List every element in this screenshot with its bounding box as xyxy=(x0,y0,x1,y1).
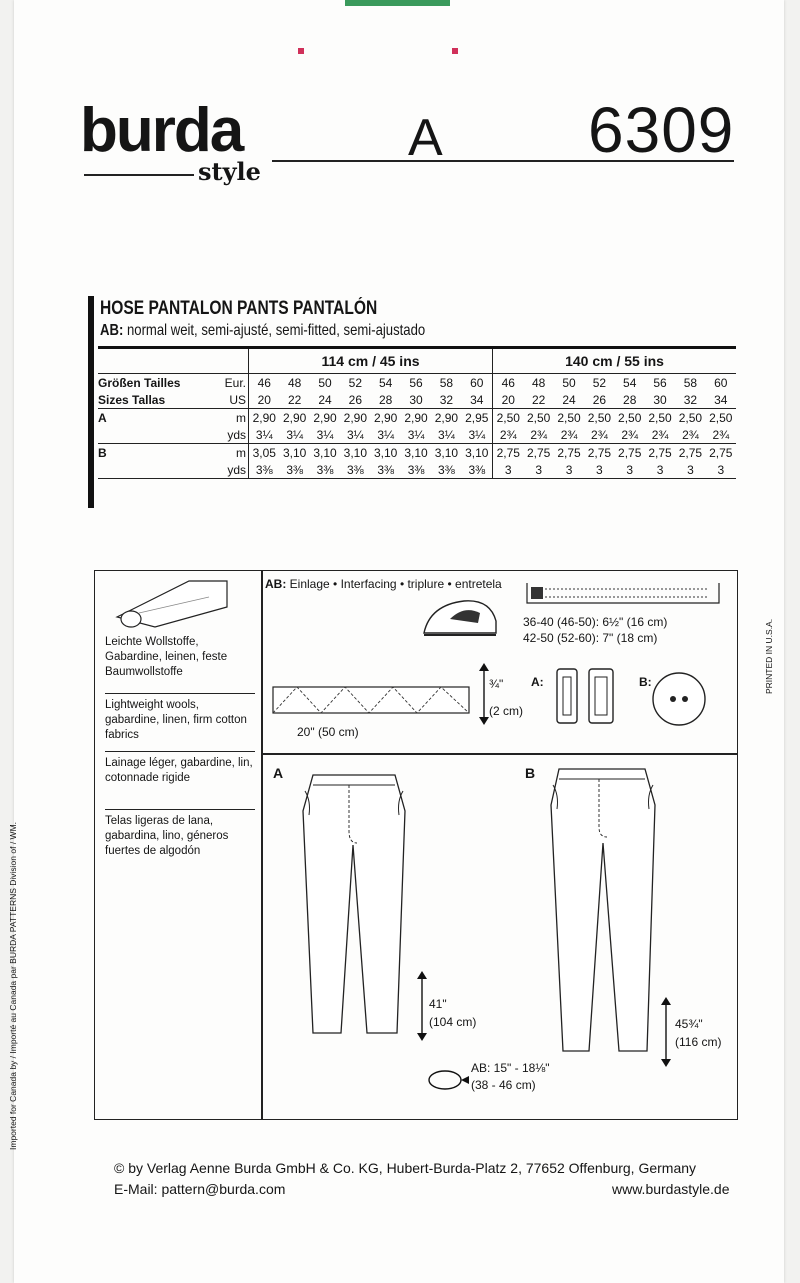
view-b-drawing-label: B xyxy=(525,765,536,781)
interfacing-text-1: AB: Einlage • Interfacing • triplure • entretela xyxy=(265,577,502,591)
pants-view-a-drawing xyxy=(299,771,409,1037)
brand-logo-sub: style xyxy=(198,157,261,186)
yardage-cell: 2¾ xyxy=(530,427,548,442)
top-green-strip xyxy=(345,0,450,6)
yardage-cell: 3¼ xyxy=(255,427,273,442)
eur-label: Eur. xyxy=(218,374,249,392)
yardage-cell: 3¼ xyxy=(438,427,455,442)
yardage-cell: 3,10 xyxy=(371,444,401,462)
hook-and-bar-icon xyxy=(555,667,619,727)
us-size-cell: 26 xyxy=(348,392,363,407)
eur-size-cell: 52 xyxy=(584,374,614,392)
yardage-cell: 3⅜ xyxy=(431,461,461,479)
view-b-label: B xyxy=(98,444,218,462)
yardage-cell: 3¼ xyxy=(347,427,364,442)
yardage-cell: 3,10 xyxy=(431,444,461,462)
us-size-cell: 30 xyxy=(409,392,423,407)
us-size-cell: 28 xyxy=(623,392,637,407)
eur-size-cell: 60 xyxy=(462,374,493,392)
hem-width-cm: (38 - 46 cm) xyxy=(471,1078,536,1092)
zipper-length-2: 42-50 (52-60): 7" (18 cm) xyxy=(523,631,658,645)
yardage-cell: 3 xyxy=(524,461,554,479)
yardage-cell: 2,50 xyxy=(706,409,736,427)
yardage-cell: 2,75 xyxy=(615,444,645,462)
button-icon xyxy=(651,671,707,727)
yardage-cell: 2¾ xyxy=(493,426,524,444)
interfacing-width-in: ¾" xyxy=(489,677,504,691)
yardage-cell: 2¾ xyxy=(712,427,730,442)
yardage-cell: 2,50 xyxy=(493,409,524,427)
yardage-cell: 3,10 xyxy=(340,444,370,462)
yardage-cell: 3¼ xyxy=(468,427,486,442)
yardage-cell: 3 xyxy=(675,461,705,479)
yardage-cell: 2,50 xyxy=(524,409,554,427)
yardage-cell: 3¼ xyxy=(316,427,334,442)
size-label-de-fr: Größen Tailles xyxy=(98,374,218,392)
box-divider xyxy=(261,753,737,755)
yardage-cell: 2¾ xyxy=(591,427,608,442)
us-size-cell: 26 xyxy=(592,392,607,407)
yardage-cell: 3,10 xyxy=(401,444,431,462)
printed-in-note: PRINTED IN U.S.A. xyxy=(764,618,774,694)
email-line: E-Mail: pattern@burda.com xyxy=(114,1181,286,1197)
pattern-title: HOSE PANTALON PANTS PANTALÓN xyxy=(100,298,378,319)
eur-size-cell: 46 xyxy=(249,374,280,392)
length-a-cm: (104 cm) xyxy=(429,1015,477,1029)
yardage-cell: 2¾ xyxy=(621,427,639,442)
yardage-cell: 2,90 xyxy=(431,409,461,427)
yardage-cell: 3 xyxy=(554,461,584,479)
eur-size-cell: 56 xyxy=(401,374,431,392)
eur-size-cell: 58 xyxy=(675,374,705,392)
length-b-cm: (116 cm) xyxy=(675,1035,722,1049)
eur-size-cell: 58 xyxy=(431,374,461,392)
us-size-cell: 32 xyxy=(439,392,454,407)
eur-size-cell: 54 xyxy=(615,374,645,392)
pattern-number: 6309 xyxy=(588,94,735,166)
width-arrow-icon xyxy=(479,663,489,725)
hem-width-in: AB: 15" - 18⅛" xyxy=(471,1061,550,1075)
yardage-cell: 2¾ xyxy=(560,427,578,442)
yardage-cell: 3⅜ xyxy=(462,461,493,479)
unit-yds: yds xyxy=(218,426,249,444)
us-size-cell: 22 xyxy=(287,392,302,407)
us-label: US xyxy=(218,391,249,409)
eur-size-cell: 46 xyxy=(493,374,524,392)
yardage-cell: 2,90 xyxy=(371,409,401,427)
yardage-cell: 3⅜ xyxy=(401,461,431,479)
interfacing-length: 20" (50 cm) xyxy=(297,725,359,739)
zipper-length-1: 36-40 (46-50): 6½" (16 cm) xyxy=(523,615,668,629)
brand-logo: burda xyxy=(80,96,243,165)
header-rule xyxy=(84,174,194,176)
yardage-cell: 3,10 xyxy=(462,444,493,462)
yardage-cell: 3⅜ xyxy=(249,461,280,479)
yardage-cell: 2,75 xyxy=(554,444,584,462)
yardage-cell: 2,75 xyxy=(493,444,524,462)
size-label-en-es: Sizes Tallas xyxy=(98,392,166,407)
yardage-cell: 3 xyxy=(645,461,675,479)
yardage-cell: 3,10 xyxy=(310,444,340,462)
interfacing-width-cm: (2 cm) xyxy=(489,704,523,718)
yardage-cell: 2¾ xyxy=(651,427,669,442)
yardage-cell: 2,75 xyxy=(706,444,736,462)
view-a-drawing-label: A xyxy=(273,765,284,781)
import-note: Imported for Canada by / Importé au Canada par BURDA PATTERNS Division of / WM. xyxy=(8,821,18,1150)
fabric-text-de: Leichte Wollstoffe, Gabardine, leinen, feste Baumwollstoffe xyxy=(105,636,228,678)
fit-description: AB: normal weit, semi-ajusté, semi-fitted, semi-ajustado xyxy=(100,322,426,339)
title-accent-bar xyxy=(88,296,94,508)
view-letter: A xyxy=(408,109,443,167)
length-a-in: 41" xyxy=(429,997,447,1011)
yardage-table xyxy=(98,346,736,479)
fabric-width-140: 140 cm / 55 ins xyxy=(493,348,736,374)
zipper-icon xyxy=(523,575,723,611)
us-size-cell: 32 xyxy=(683,392,698,407)
yardage-cell: 2,90 xyxy=(279,409,309,427)
yardage-cell: 2,90 xyxy=(310,409,340,427)
yardage-cell: 3⅜ xyxy=(340,461,370,479)
us-size-cell: 28 xyxy=(379,392,393,407)
yardage-cell: 2,75 xyxy=(584,444,614,462)
length-b-in: 45¾" xyxy=(675,1017,703,1031)
yardage-cell: 2,50 xyxy=(645,409,675,427)
iron-icon xyxy=(420,593,500,643)
yardage-cell: 2,50 xyxy=(615,409,645,427)
fabric-width-114: 114 cm / 45 ins xyxy=(249,348,493,374)
eur-size-cell: 60 xyxy=(706,374,736,392)
yardage-cell: 2,50 xyxy=(675,409,705,427)
yardage-cell: 2,90 xyxy=(249,409,280,427)
yardage-cell: 3 xyxy=(493,461,524,479)
eur-size-cell: 54 xyxy=(371,374,401,392)
yardage-cell: 3¼ xyxy=(286,427,303,442)
eur-size-cell: 48 xyxy=(524,374,554,392)
view-a-label: A xyxy=(98,409,218,427)
length-arrow-a-icon xyxy=(417,971,427,1041)
us-size-cell: 20 xyxy=(493,391,524,409)
yardage-cell: 2,95 xyxy=(462,409,493,427)
eur-size-cell: 50 xyxy=(554,374,584,392)
yardage-cell: 2,90 xyxy=(401,409,431,427)
us-size-cell: 34 xyxy=(714,392,728,407)
fabric-text-es: Telas ligeras de lana, gabardina, lino, géneros fuertes de algodón xyxy=(105,809,255,859)
yardage-cell: 3 xyxy=(615,461,645,479)
yardage-cell: 3⅜ xyxy=(310,461,340,479)
eur-size-cell: 50 xyxy=(310,374,340,392)
yardage-cell: 2,75 xyxy=(524,444,554,462)
unit-m: m xyxy=(218,409,249,427)
unit-m: m xyxy=(218,444,249,462)
length-arrow-b-icon xyxy=(661,997,671,1067)
us-size-cell: 24 xyxy=(318,392,332,407)
eur-size-cell: 48 xyxy=(279,374,309,392)
yardage-cell: 2,50 xyxy=(584,409,614,427)
yardage-cell: 2¾ xyxy=(682,427,699,442)
yardage-cell: 3⅜ xyxy=(371,461,401,479)
box-divider xyxy=(261,571,263,1119)
copyright-line: © by Verlag Aenne Burda GmbH & Co. KG, Hubert-Burda-Platz 2, 77652 Offenburg, Germany xyxy=(114,1160,697,1176)
yardage-cell: 3 xyxy=(584,461,614,479)
yardage-cell: 3⅜ xyxy=(279,461,309,479)
pants-view-b-drawing xyxy=(547,765,659,1055)
us-size-cell: 34 xyxy=(470,392,484,407)
yardage-cell: 2,50 xyxy=(554,409,584,427)
button-label: B: xyxy=(639,675,652,689)
eur-size-cell: 56 xyxy=(645,374,675,392)
yardage-cell: 2,75 xyxy=(645,444,675,462)
yardage-cell: 2,75 xyxy=(675,444,705,462)
fabric-text-en: Lightweight wools, gabardine, linen, firm cotton fabrics xyxy=(105,693,255,743)
registration-mark xyxy=(298,48,304,54)
hem-circumference-icon xyxy=(427,1067,471,1093)
yardage-cell: 3¼ xyxy=(377,427,395,442)
website-line: www.burdastyle.de xyxy=(612,1181,730,1197)
registration-mark xyxy=(452,48,458,54)
hook-label: A: xyxy=(531,675,544,689)
yardage-cell: 2,90 xyxy=(340,409,370,427)
yardage-cell: 3,10 xyxy=(279,444,309,462)
us-size-cell: 24 xyxy=(562,392,576,407)
us-size-cell: 30 xyxy=(653,392,667,407)
interfacing-strip-icon xyxy=(273,685,473,717)
fabric-bolt-icon xyxy=(109,577,229,631)
yardage-cell: 3 xyxy=(706,461,736,479)
yardage-cell: 3¼ xyxy=(407,427,425,442)
us-size-cell: 20 xyxy=(257,392,271,407)
yardage-cell: 3,05 xyxy=(249,444,280,462)
unit-yds: yds xyxy=(218,461,249,479)
notions-box xyxy=(94,570,738,1120)
fabric-text-fr: Lainage léger, gabardine, lin, cotonnade rigide xyxy=(105,751,255,786)
us-size-cell: 22 xyxy=(532,392,546,407)
eur-size-cell: 52 xyxy=(340,374,370,392)
